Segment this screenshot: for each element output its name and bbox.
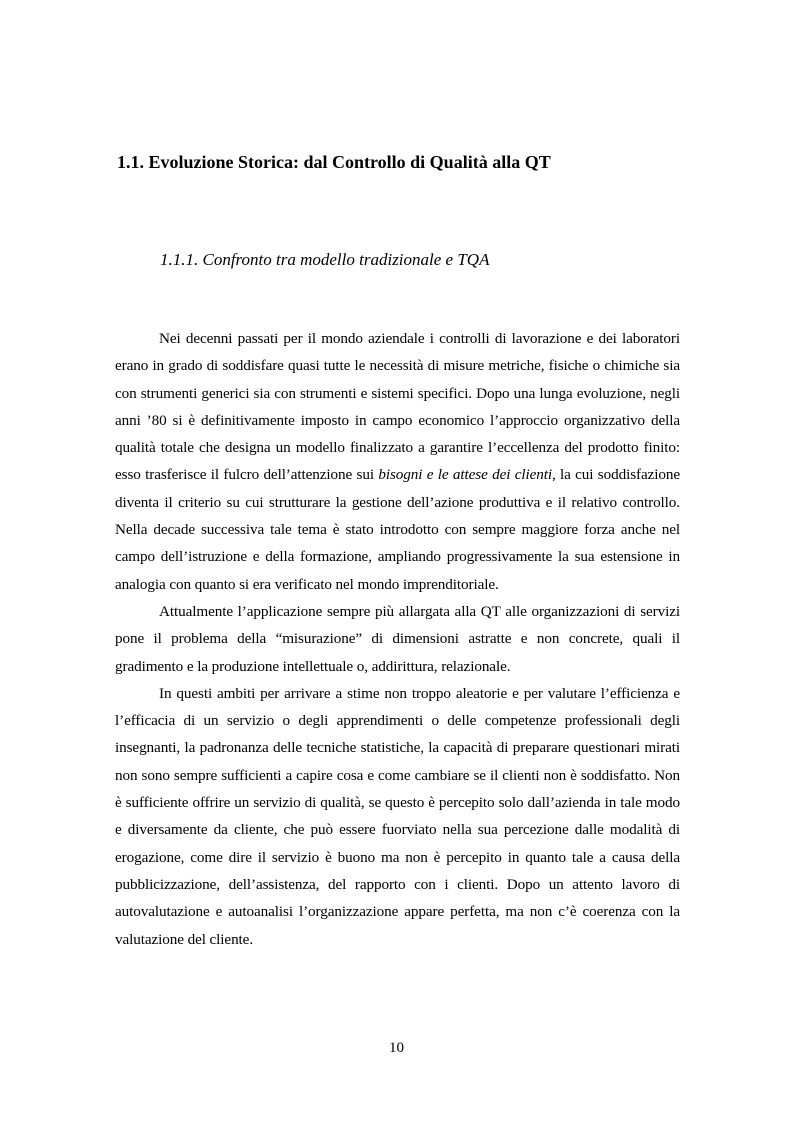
section-title: 1.1. Evoluzione Storica: dal Controllo di Qualità alla QT	[117, 152, 551, 172]
subsection-title: 1.1.1. Confronto tra modello tradizionale e TQA	[160, 250, 490, 269]
paragraph-1-italic-phrase: bisogni e le attese dei clienti	[378, 466, 552, 484]
paragraph-1-text-after-italic: , la cui soddisfazione diventa il criterio su cui strutturare la gestione dell’azione produttiva e il relativo controllo. Nella decade successiva tale tema è stato introdotto con sempre maggiore forza anche nel campo dell’istruzione e della formazione, ampliando progressivamente la sua estensione in analogia con quanto si era verificato nel mondo imprenditoriale.	[115, 466, 681, 593]
paragraph-2: Attualmente l’applicazione sempre più allargata alla QT alle organizzazioni di servizi pone il problema della “misurazione” di dimensioni astratte e non concrete, quali il gradimento e la produzione intellettuale o, addirittura, relazionale.	[115, 602, 680, 675]
page-number: 10	[389, 1040, 404, 1056]
paragraph-3: In questi ambiti per arrivare a stime non troppo aleatorie e per valutare l’efficienza e l’efficacia di un servizio o degli apprendimenti o delle competenze professionali degli insegnanti, la padronanza delle tecniche statistiche, la capacità di preparare questionari mirati non sono sempre sufficienti a capire cosa e come cambiare se il clienti non è soddisfatto. Non è sufficiente offrire un servizio di qualità, se questo è percepito solo dall’azienda in tale modo e diversamente da cliente, che può essere fuorviato nella sua percezione dalle modalità di erogazione, come dire il servizio è buono ma non è percepito in quanto tale a causa della pubblicizzazione, dell’assistenza, del rapporto con i clienti. Dopo un attento lavoro di autovalutazione e autoanalisi l’organizzazione appare perfetta, ma non c’è coerenza con la valutazione del cliente.	[115, 684, 680, 948]
paragraph-1	[115, 325, 680, 598]
paragraph-1-text-before-italic: Nei decenni passati per il mondo aziendale i controlli di lavorazione e dei laboratori erano in grado di soddisfare quasi tutte le necessità di misure metriche, fisiche o chimiche sia con strumenti generici sia con strumenti e sistemi specifici. Dopo una lunga evoluzione, negli anni ’80 si è definitivamente imposto in campo economico l’approccio organizzativo della qualità totale che designa un modello finalizzato a garantire l’eccellenza del prodotto finito: esso trasferisce il fulcro dell’attenzione sui	[115, 330, 680, 484]
body-text	[115, 325, 680, 953]
